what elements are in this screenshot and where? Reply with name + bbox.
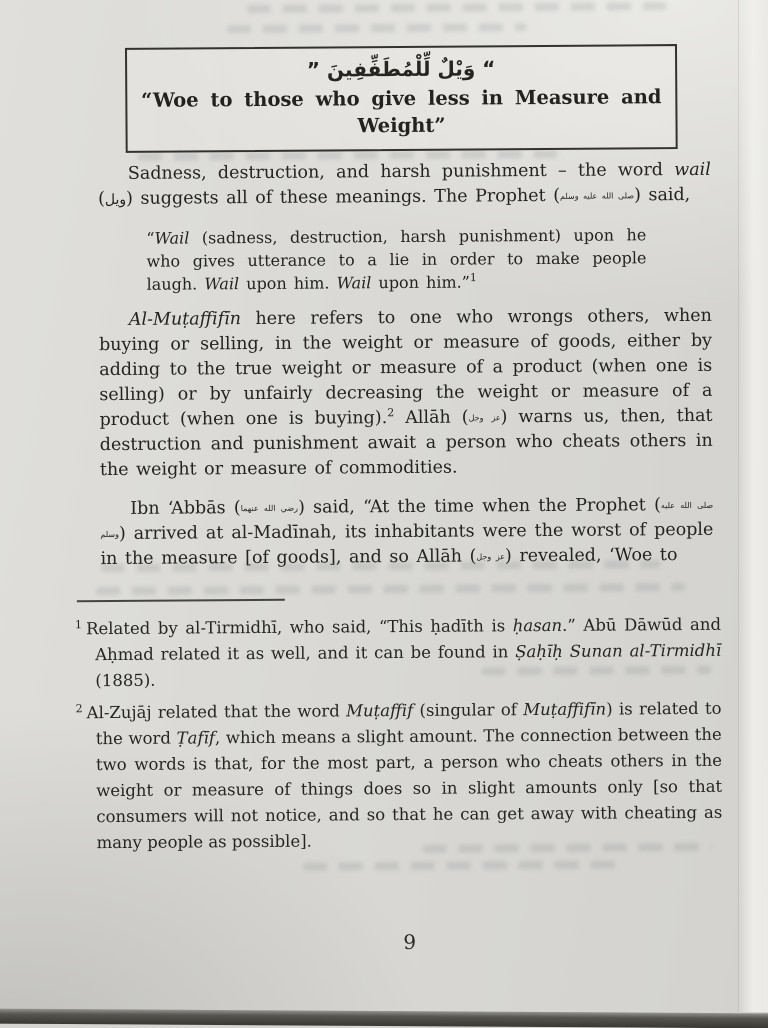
- footnote-marker: 2: [75, 701, 83, 715]
- footnote-marker: 1: [74, 617, 83, 631]
- verse-header-box: [125, 44, 678, 153]
- page-bleed-through: [227, 23, 527, 33]
- ibn-abbas-paragraph: Ibn ʻAbbās (رضي الله عنهما) said, “At the time when the Prophet (صلى الله عليه وسلم) arrived at al-Madīnah, its inhabitants were the worst of people in the measure [of goods], and so Allāh (عز وجل) revealed, ‘Woe to: [100, 495, 714, 570]
- footnote-text: Al-Zujāj related that the word Muṭaffif (singular of Muṭaffifīn) is related to the word Ṭafīf, which means a slight amount. The connection between the two words is that, for the most part, a person who cheats others in the weight or measure of things does so in slight amounts only [so that consumers will not notice, and so that he can get away with cheating as many people as possible].: [86, 698, 723, 853]
- page-bleed-through: [247, 2, 667, 13]
- footnote: [76, 696, 723, 857]
- footnote: [75, 612, 722, 695]
- body-text: [98, 158, 714, 586]
- intro-paragraph: Sadness, destruction, and harsh punishment – the word wail (ويل) suggests all of these meanings. The Prophet (صلى الله عليه وسلم) said,: [97, 159, 711, 210]
- mutaffifin-paragraph: Al-Muṭaffifīn here refers to one who wrongs others, when buying or selling, in the weight or measure of goods, either by adding to the true weight or measure of a product (when one is selling) or by unfairly decreasing the weight or measure of a product (when one is buying).$^2$ Allāh (عز وجل) warns us, then, that destruction and punishment await a person who cheats others in the weight or measure of commodities.: [98, 305, 713, 481]
- verse-translation-title: “Woe to those who give less in Measure and Weight”: [141, 85, 662, 138]
- page-bleed-through: [303, 860, 623, 870]
- footnotes-section: [75, 596, 723, 863]
- arabic-verse-text: “ وَيْلٌ لِّلْمُطَفِّفِينَ ”: [306, 56, 496, 82]
- page-number: 9: [403, 929, 417, 954]
- footnote-text: Related by al-Tirmidhī, who said, “This ḥadīth is ḥasan.” Abū Dāwūd and Aḥmad related it as well, and it can be found in Ṣaḥīḥ Sunan al-Tirmidhī (1885).: [85, 614, 722, 691]
- footnote-separator: [77, 599, 285, 602]
- hadith-quote: “Wail (sadness, destruction, harsh punishment) upon he who gives utterance to a lie in order to make people laugh. Wail upon him. Wail upon him.”$^1$: [146, 225, 647, 294]
